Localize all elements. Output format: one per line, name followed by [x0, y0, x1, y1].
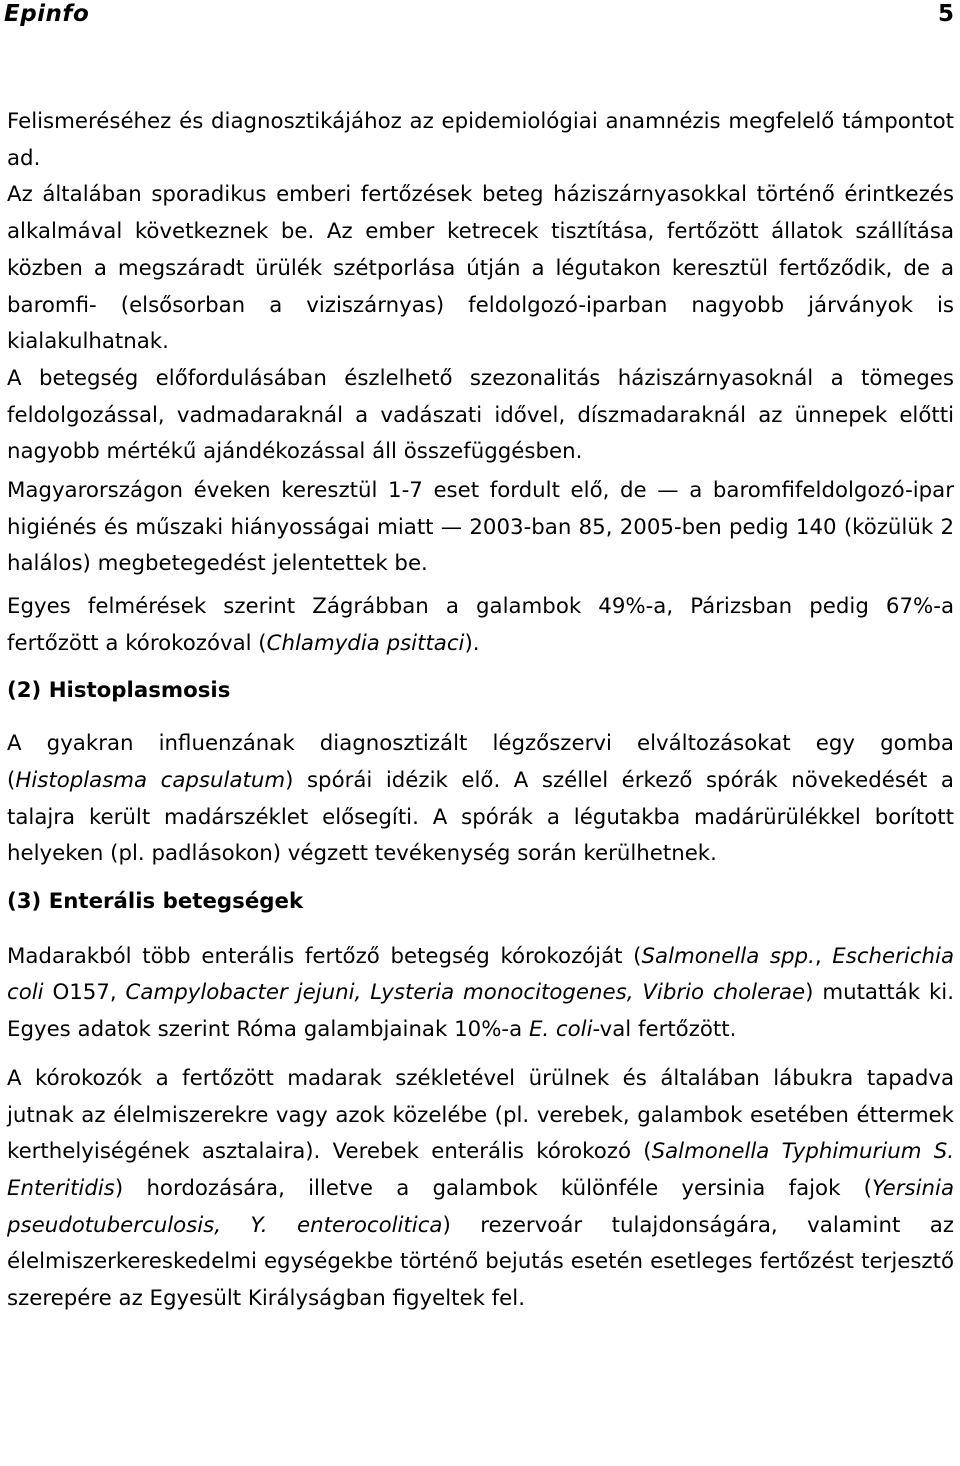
paragraph-5: Egyes felmérések szerint Zágrábban a galambok 49%-a, Párizsban pedig 67%-a fertőzött a kórokozóval (Chlamydia psittaci).	[7, 594, 954, 656]
species-name: Lysteria monocitogenes, Vibrio cholerae	[370, 980, 806, 1006]
species-name: Campylobacter jejuni,	[125, 980, 362, 1006]
paragraph-6: A gyakran influenzának diagnosztizált légzőszervi elváltozásokat egy gomba (Histoplasma capsulatum) spórái idézik elő. A széllel érkező spórák növekedését a talajra került madárszéklet elősegíti. A spórák a légutakba madárürülékkel borított helyeken (pl. padlásokon) végzett tevékenység során kerülhetnek.	[7, 731, 954, 867]
paragraph-1: Felismeréséhez és diagnosztikájához az epidemiológiai anamnézis megfelelő támpontot ad.	[7, 109, 954, 171]
species-name: E. coli	[528, 1017, 593, 1043]
species-name: Yersinia pseudotuberculosis, Y. enterocolitica	[7, 1175, 954, 1238]
paragraph-2: Az általában sporadikus emberi fertőzések beteg háziszárnyasokkal történő érintkezés alkalmával következnek be. Az ember ketrecek tisztítása, fertőzött állatok szállítása közben a megszáradt ürülék szétporlása útján a légutakon keresztül fertőződik, de a baromfi- (elsősorban a viziszárnyas) feldolgozó-iparban nagyobb járványok is kialakulhatnak.	[7, 182, 954, 355]
section-heading-enteral-diseases: (3) Enterális betegségek	[7, 889, 304, 915]
species-name: Chlamydia psittaci	[266, 630, 465, 656]
paragraph-8: A kórokozók a fertőzött madarak székletével ürülnek és általában lábukra tapadva jutnak az élelmiszerekre vagy azok közelébe (pl. verebek, galambok esetében éttermek kerthelyiségének asztalaira). Verebek enterális kórokozó (Salmonella Typhimurium S. Enteritidis) hordozására, illetve a galambok különféle yersinia fajok (Yersinia pseudotuberculosis, Y. enterocolitica) rezervoár tulajdonságára, valamint az élelmiszerkereskedelmi egységekbe történő bejutás esetén esetleges fertőzést terjesztő szerepére az Egyesült Királyságban figyeltek fel.	[7, 1065, 955, 1312]
species-name: Histoplasma capsulatum	[15, 767, 286, 793]
paragraph-7: Madarakból több enterális fertőző betegség kórokozóját (Salmonella spp., Escherichia coli O157, Campylobacter jejuni, Lysteria monocitogenes, Vibrio cholerae) mutatták ki. Egyes adatok szerint Róma galambjainak 10%-a E. coli-val fertőzött.	[7, 943, 954, 1043]
section-heading-histoplasmosis: (2) Histoplasmosis	[7, 677, 231, 703]
species-name: Salmonella spp.	[641, 943, 815, 969]
species-name: Salmonella Typhimurium S. Enteritidis	[7, 1139, 954, 1201]
publication-title: Epinfo	[4, 1, 90, 27]
article-body	[7, 104, 954, 1318]
species-name: Escherichia coli	[7, 943, 954, 1006]
paragraph-3: A betegség előfordulásában észlelhető szezonalitás háziszárnyasoknál a tömeges feldolgozással, vadmadaraknál a vadászati idővel, díszmadaraknál az ünnepek előtti nagyobb mértékű ajándékozással áll összefüggésben.	[7, 365, 954, 465]
page-number: 5	[937, 1, 954, 27]
page-header	[0, 0, 960, 30]
paragraph-4: Magyarországon éveken keresztül 1-7 eset fordult elő, de — a baromfifeldolgozó-ipar higiénés és műszaki hiányosságai miatt — 2003-ban 85, 2005-ben pedig 140 (közülük 2 halálos) megbetegedést jelentettek be.	[7, 478, 954, 577]
